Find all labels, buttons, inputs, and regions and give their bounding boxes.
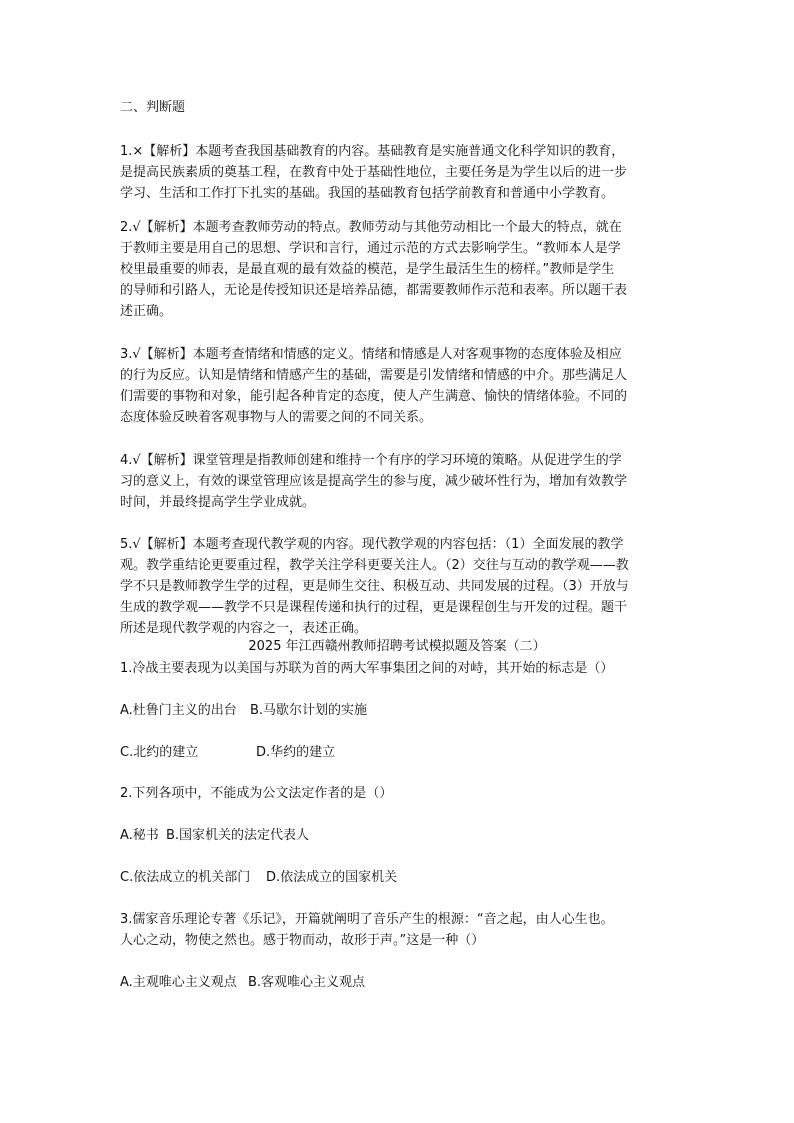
- question-2-option-a: A.秘书: [120, 828, 159, 843]
- section-heading: 二、判断题: [120, 100, 186, 115]
- question-3-stem-line-2: 人心之动，物使之然也。感于物而动，故形于声。”这是一种（）: [120, 933, 485, 948]
- answer-3-line-1: 3.√【解析】本题考查情绪和情感的定义。情绪和情感是人对客观事物的态度体验及相应: [120, 347, 622, 362]
- question-2-option-c: C.依法成立的机关部门: [120, 870, 251, 885]
- answer-2-line-1: 2.√【解析】本题考查教师劳动的特点。教师劳动与其他劳动相比一个最大的特点，就在: [120, 220, 622, 235]
- answer-1-line-1: 1.×【解析】本题考查我国基础教育的内容。基础教育是实施普通文化科学知识的教育，: [120, 144, 625, 159]
- question-1-option-d: D.华约的建立: [256, 745, 336, 760]
- answer-2-line-2: 于教师主要是用自己的思想、学识和言行，通过示范的方式去影响学生。“教师本人是学: [120, 241, 621, 256]
- answer-4-line-1: 4.√【解析】课堂管理是指教师创建和维持一个有序的学习环境的策略。从促进学生的学: [120, 453, 622, 468]
- answer-5-line-3: 学不只是教师教学生学的过程，更是师生交往、积极互动、共同发展的过程。（3）开放与: [120, 579, 629, 594]
- question-1-option-a: A.杜鲁门主义的出台: [120, 703, 237, 718]
- answer-5-line-4: 生成的教学观——教学不只是课程传递和执行的过程，更是课程创生与开发的过程。题干: [120, 600, 628, 615]
- answer-4-line-3: 时间，并最终提高学生学业成就。: [120, 495, 316, 510]
- answer-2-line-3: 校里最重要的师表，是最直观的最有效益的模范，是学生最活生生的榜样。”教师是学生: [120, 262, 615, 277]
- answer-1-line-2: 是提高民族素质的奠基工程，在教育中处于基础性地位，主要任务是为学生以后的进一步: [120, 165, 628, 180]
- answer-2-line-5: 述正确。: [120, 304, 173, 319]
- question-1-stem: 1.冷战主要表现为以美国与苏联为首的两大军事集团之间的对峙，其开始的标志是（）: [120, 661, 614, 676]
- answer-5-line-5: 所述是现代教学观的内容之一，表述正确。: [120, 621, 368, 636]
- answer-5-line-1: 5.√【解析】本题考查现代教学观的内容。现代教学观的内容包括：（1）全面发展的教学: [120, 537, 624, 552]
- answer-3-line-3: 们需要的事物和对象，能引起各种肯定的态度，使人产生满意、愉快的情绪体验。不同的: [120, 389, 628, 404]
- question-3-stem-line-1: 3.儒家音乐理论专著《乐记》，开篇就阐明了音乐产生的根源：“音之起，由人心生也。: [120, 912, 614, 927]
- answer-5-line-2: 观。教学重结论更要重过程，教学关注学科更要关注人。（2）交往与互动的教学观——教: [120, 558, 629, 573]
- answer-3-line-2: 的行为反应。认知是情绪和情感产生的基础，需要是引发情绪和情感的中介。那些满足人: [120, 368, 628, 383]
- question-1-option-b: B.马歇尔计划的实施: [250, 703, 368, 718]
- question-2-option-d: D.依法成立的国家机关: [266, 870, 398, 885]
- question-1-option-c: C.北约的建立: [120, 745, 199, 760]
- answer-4-line-2: 习的意义上，有效的课堂管理应该是提高学生的参与度，减少破坏性行为，增加有效教学: [120, 474, 628, 489]
- exam-title: 2025 年江西赣州教师招聘考试模拟题及答案（二）: [248, 639, 546, 654]
- question-3-option-b: B.客观唯心主义观点: [248, 975, 366, 990]
- question-2-option-b: B.国家机关的法定代表人: [166, 828, 310, 843]
- answer-2-line-4: 的导师和引路人，无论是传授知识还是培养品德，都需要教师作示范和表率。所以题干表: [120, 283, 628, 298]
- question-2-stem: 2.下列各项中，不能成为公文法定作者的是（）: [120, 786, 393, 801]
- answer-1-line-3: 学习、生活和工作打下扎实的基础。我国的基础教育包括学前教育和普通中小学教育。: [120, 186, 615, 201]
- question-3-option-a: A.主观唯心主义观点: [120, 975, 237, 990]
- answer-3-line-4: 态度体验反映着客观事物与人的需要之间的不同关系。: [120, 410, 433, 425]
